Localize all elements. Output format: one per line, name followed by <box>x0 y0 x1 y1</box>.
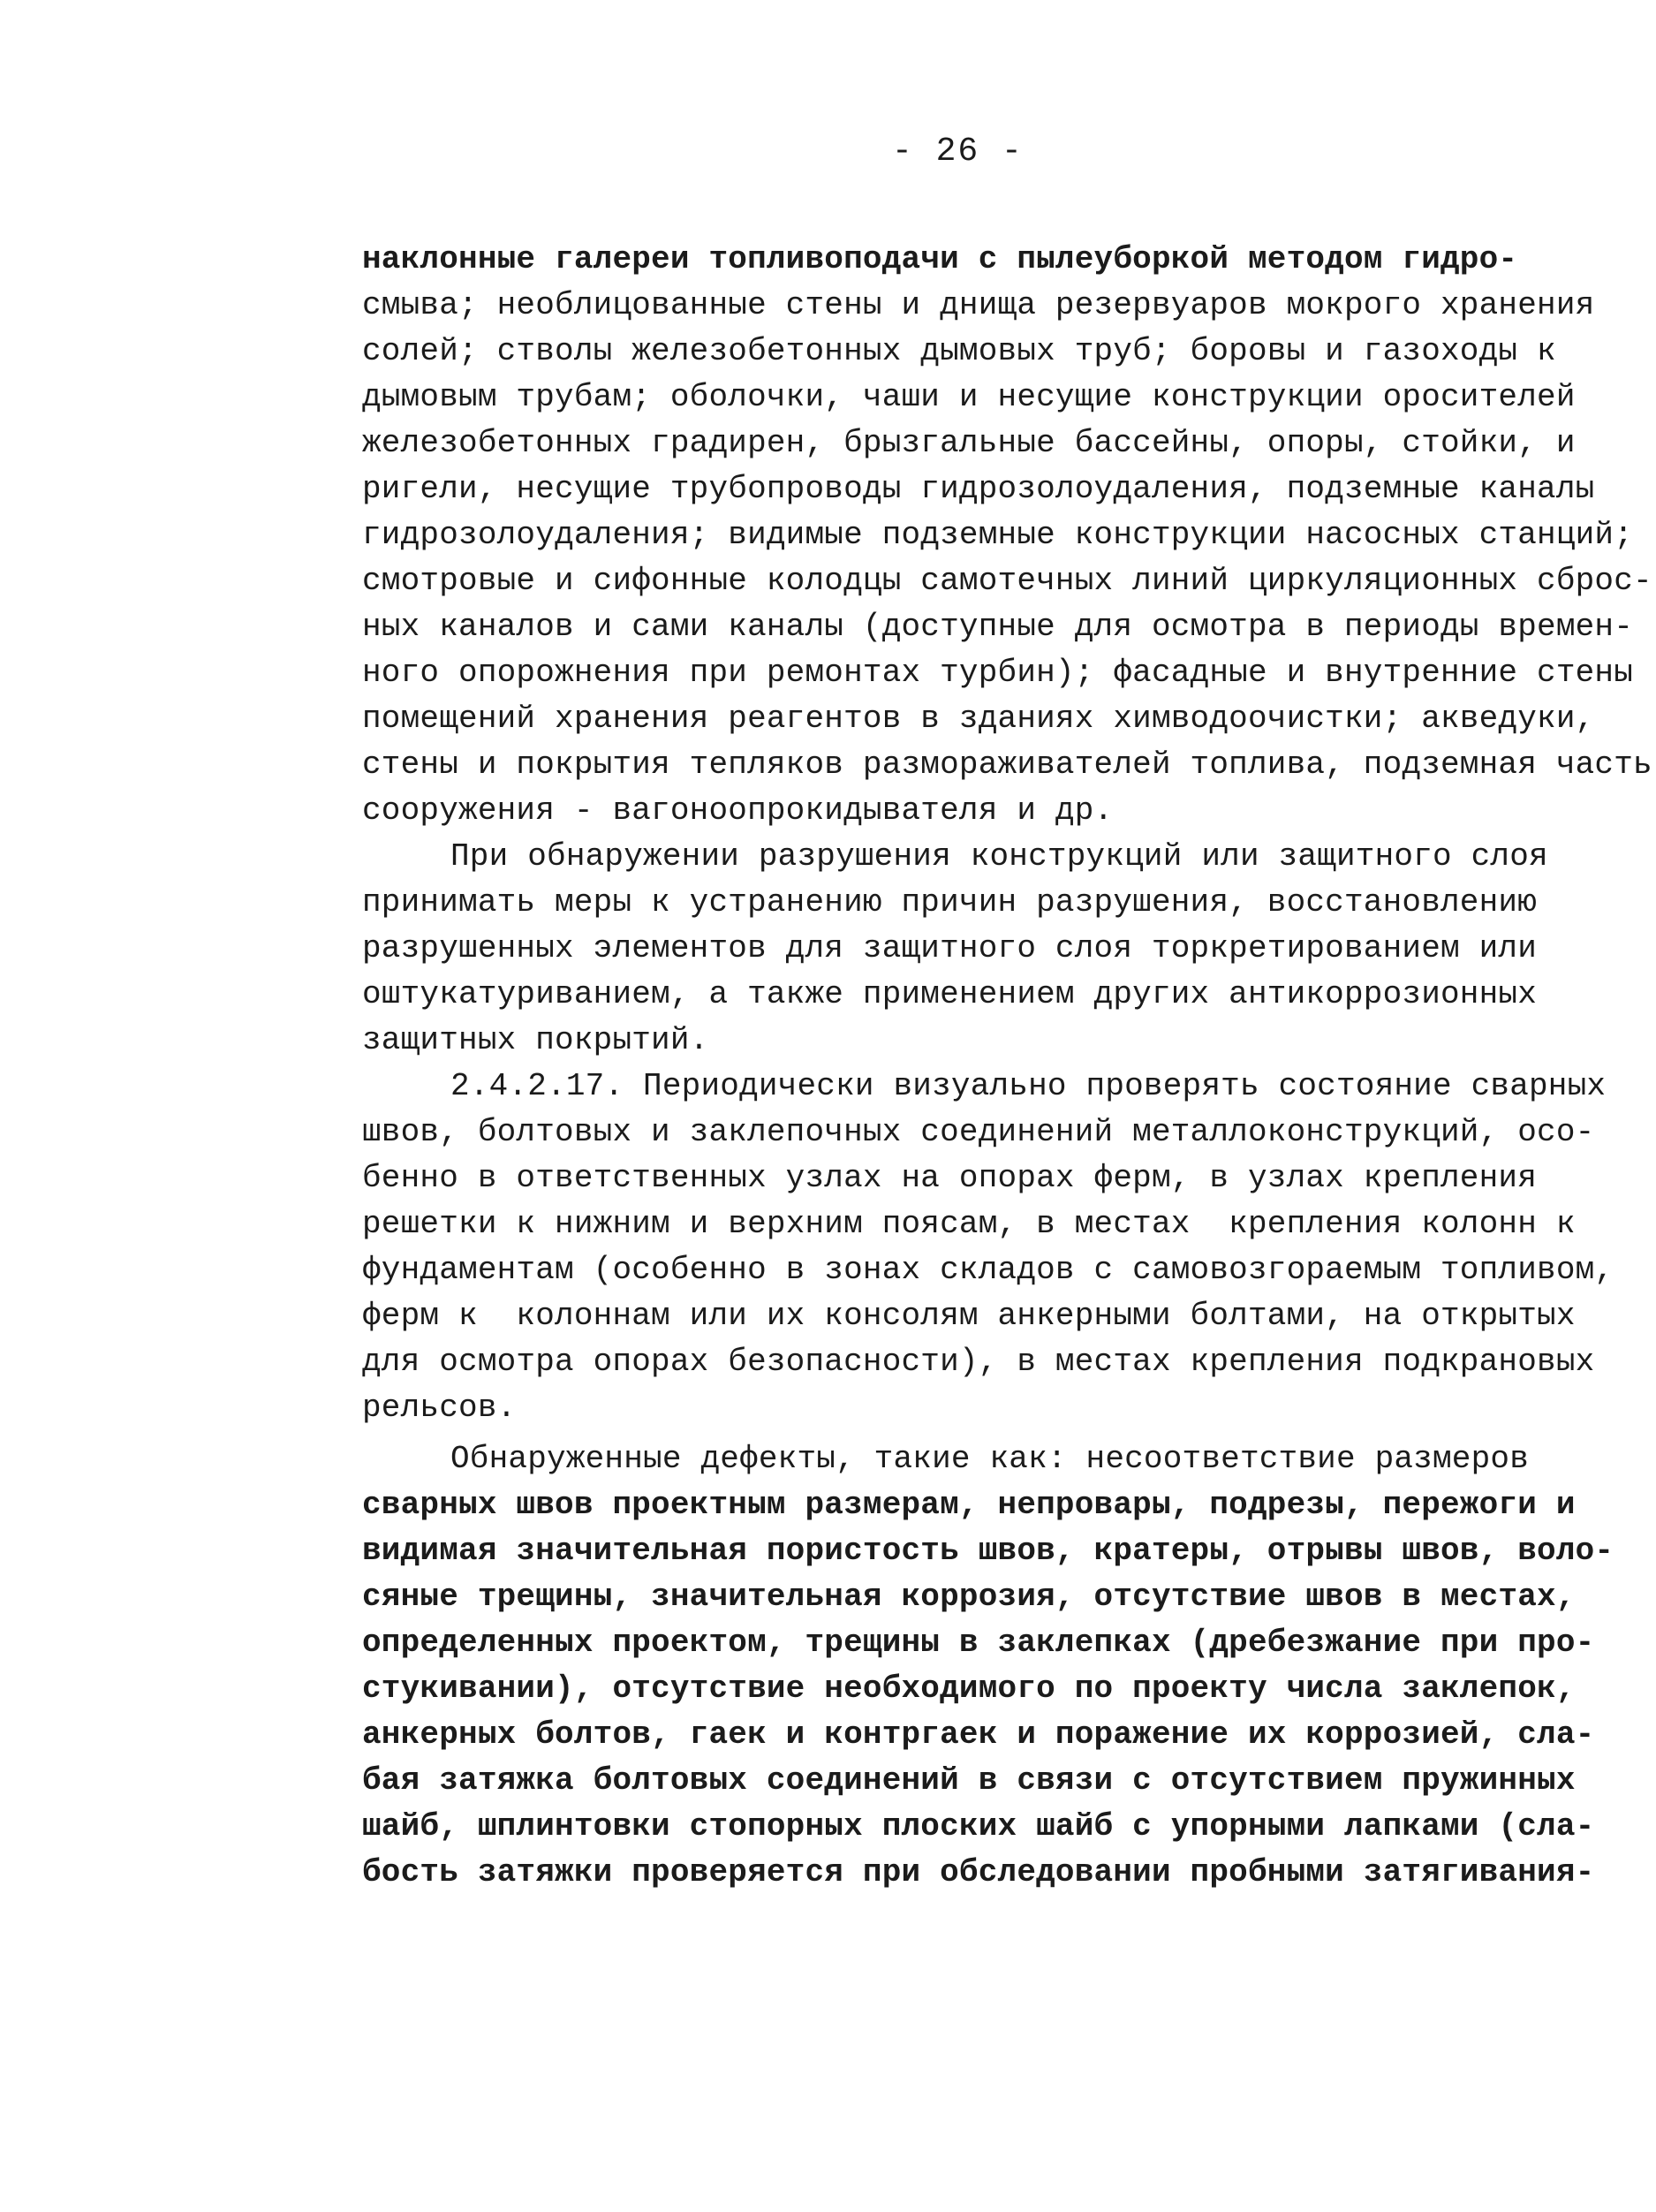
text-line: смыва; необлицованные стены и днища резервуаров мокрого хранения <box>362 287 1595 323</box>
text-line: швов, болтовых и заклепочных соединений металлоконструкций, осо- <box>362 1114 1595 1150</box>
text-line: фундаментам (особенно в зонах складов с самовозгораемым топливом, <box>362 1252 1614 1288</box>
text-line: ного опорожнения при ремонтах турбин); фасадные и внутренние стены <box>362 655 1634 691</box>
text-line: принимать меры к устранению причин разрушения, восстановлению <box>362 884 1538 920</box>
text-line: оштукатуриванием, а также применением других антикоррозионных <box>362 976 1538 1012</box>
text-line: бенно в ответственных узлах на опорах ферм, в узлах крепления <box>362 1160 1538 1196</box>
paragraph-start-line: При обнаружении разрушения конструкций или защитного слоя <box>450 838 1548 875</box>
text-line: защитных покрытий. <box>362 1022 709 1058</box>
text-line: помещений хранения реагентов в зданиях химводоочистки; акведуки, <box>362 701 1595 737</box>
text-line: ригели, несущие трубопроводы гидрозолоудаления, подземные каналы <box>362 471 1595 507</box>
text-line: решетки к нижним и верхним поясам, в местах крепления колонн к <box>362 1206 1576 1242</box>
page-number: - 26 - <box>892 133 1024 170</box>
text-line: бая затяжка болтовых соединений в связи с отсутствием пружинных <box>362 1762 1576 1799</box>
text-line: сяные трещины, значительная коррозия, отсутствие швов в местах, <box>362 1579 1576 1615</box>
text-line: ных каналов и сами каналы (доступные для осмотра в периоды времен- <box>362 609 1634 645</box>
body-text <box>362 237 1652 1896</box>
text-line: стены и покрытия тепляков размораживателей топлива, подземная часть <box>362 746 1652 783</box>
text-line: бость затяжки проверяется при обследовании пробными затягивания- <box>362 1854 1595 1890</box>
text-line: наклонные галереи топливоподачи с пылеуборкой методом гидро- <box>362 241 1518 277</box>
paragraph-start-line: 2.4.2.17. Периодически визуально проверять состояние сварных <box>450 1068 1607 1104</box>
text-line: солей; стволы железобетонных дымовых труб; боровы и газоходы к <box>362 333 1556 369</box>
paragraph-start-line: Обнаруженные дефекты, такие как: несоответствие размеров <box>450 1441 1529 1477</box>
text-line: для осмотра опорах безопасности), в местах крепления подкрановых <box>362 1344 1595 1380</box>
text-line: гидрозолоудаления; видимые подземные конструкции насосных станций; <box>362 517 1634 553</box>
text-line: шайб, шплинтовки стопорных плоских шайб с упорными лапками (сла- <box>362 1808 1595 1845</box>
text-line: стукивании), отсутствие необходимого по проекту числа заклепок, <box>362 1670 1576 1707</box>
text-line: определенных проектом, трещины в заклепках (дребезжание при про- <box>362 1625 1595 1661</box>
text-line: рельсов. <box>362 1390 517 1426</box>
text-line: ферм к колоннам или их консолям анкерными болтами, на открытых <box>362 1298 1576 1334</box>
text-line: сварных швов проектным размерам, непровары, подрезы, пережоги и <box>362 1487 1576 1523</box>
text-line: сооружения - вагоноопрокидывателя и др. <box>362 792 1114 829</box>
text-line: смотровые и сифонные колодцы самотечных линий циркуляционных сброс- <box>362 563 1652 599</box>
text-line: разрушенных элементов для защитного слоя торкретированием или <box>362 930 1538 966</box>
text-line: видимая значительная пористость швов, кратеры, отрывы швов, воло- <box>362 1533 1614 1569</box>
text-line: дымовым трубам; оболочки, чаши и несущие конструкции оросителей <box>362 379 1576 415</box>
text-line: железобетонных градирен, брызгальные бассейны, опоры, стойки, и <box>362 425 1576 461</box>
text-line: анкерных болтов, гаек и контргаек и поражение их коррозией, сла- <box>362 1716 1595 1753</box>
